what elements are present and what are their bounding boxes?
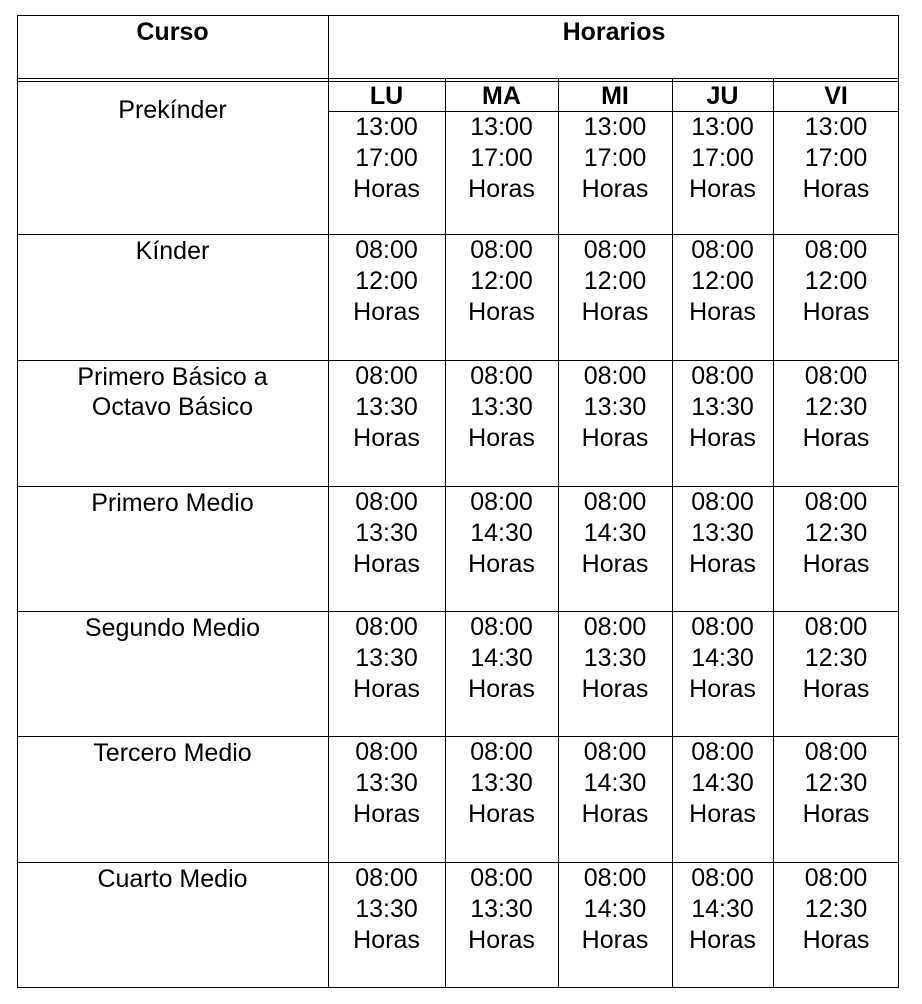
course-header: Curso — [136, 18, 209, 46]
time-value: 13:00 — [804, 113, 868, 141]
course-name-line: Cuarto Medio — [97, 865, 248, 893]
time-cell — [558, 235, 672, 328]
time-value: 13:30 — [355, 769, 418, 797]
time-value: 12:30 — [804, 644, 868, 672]
time-cell — [328, 112, 445, 205]
time-value: 08:00 — [691, 362, 754, 390]
time-cell — [672, 235, 773, 328]
time-value: 14:30 — [583, 895, 647, 923]
course-name-line: Primero Medio — [91, 489, 254, 517]
time-value: 13:30 — [470, 895, 533, 923]
time-value: 17:00 — [470, 144, 533, 172]
schedule-header: Horarios — [562, 18, 666, 46]
course-name-line: Tercero Medio — [93, 739, 252, 767]
time-value: Horas — [802, 298, 870, 326]
time-value: 08:00 — [691, 613, 754, 641]
time-value: 08:00 — [583, 236, 647, 264]
course-name — [17, 362, 328, 422]
time-cell — [445, 863, 558, 956]
time-value: 08:00 — [691, 488, 754, 516]
time-value: 17:00 — [691, 144, 754, 172]
time-value: 08:00 — [583, 864, 647, 892]
time-value: 13:00 — [583, 113, 647, 141]
time-value: 14:30 — [691, 895, 754, 923]
time-value: Horas — [689, 298, 756, 326]
header-divider — [17, 78, 899, 79]
time-value: 08:00 — [470, 738, 533, 766]
time-value: 08:00 — [355, 864, 418, 892]
time-value: 08:00 — [583, 488, 647, 516]
time-value: 08:00 — [804, 613, 868, 641]
time-value: Horas — [468, 675, 535, 703]
time-value: 14:30 — [470, 644, 533, 672]
time-value: Horas — [689, 800, 756, 828]
time-cell — [773, 112, 899, 205]
time-value: 13:30 — [355, 519, 418, 547]
time-value: 08:00 — [470, 488, 533, 516]
time-value: 12:00 — [470, 267, 533, 295]
time-value: 14:30 — [470, 519, 533, 547]
time-value: 13:00 — [691, 113, 754, 141]
time-value: 13:30 — [355, 393, 418, 421]
time-cell — [773, 487, 899, 580]
time-cell — [773, 612, 899, 705]
time-value: 08:00 — [804, 236, 868, 264]
time-value: 08:00 — [583, 362, 647, 390]
time-cell — [328, 487, 445, 580]
time-value: 13:30 — [691, 519, 754, 547]
time-cell — [672, 487, 773, 580]
time-value: Horas — [353, 675, 420, 703]
time-value: Horas — [468, 175, 535, 203]
course-name-line: Kínder — [135, 237, 210, 265]
course-name-line: Segundo Medio — [84, 614, 261, 642]
time-value: 08:00 — [691, 236, 754, 264]
time-value: 17:00 — [583, 144, 647, 172]
time-cell — [445, 487, 558, 580]
time-value: 08:00 — [355, 236, 418, 264]
time-value: Horas — [581, 550, 649, 578]
day-header-lu: LU — [369, 82, 404, 110]
time-value: 12:00 — [691, 267, 754, 295]
course-name — [17, 738, 328, 768]
time-value: Horas — [353, 926, 420, 954]
time-cell — [445, 235, 558, 328]
time-value: 13:30 — [470, 769, 533, 797]
time-cell — [445, 612, 558, 705]
day-header-ju: JU — [706, 82, 739, 110]
time-value: Horas — [802, 675, 870, 703]
time-cell — [445, 112, 558, 205]
time-value: 08:00 — [804, 488, 868, 516]
time-cell — [773, 863, 899, 956]
time-value: Horas — [468, 424, 535, 452]
time-cell — [558, 612, 672, 705]
time-value: 14:30 — [583, 769, 647, 797]
day-header-vi: VI — [824, 82, 848, 110]
time-value: 13:00 — [355, 113, 418, 141]
time-cell — [672, 361, 773, 454]
time-value: Horas — [468, 298, 535, 326]
time-value: 08:00 — [804, 362, 868, 390]
time-value: 08:00 — [583, 613, 647, 641]
time-value: 12:00 — [583, 267, 647, 295]
time-value: 12:00 — [355, 267, 418, 295]
schedule-table — [17, 15, 899, 988]
time-cell — [328, 737, 445, 830]
time-value: 12:30 — [804, 519, 868, 547]
time-value: Horas — [581, 800, 649, 828]
time-cell — [558, 361, 672, 454]
day-header-mi: MI — [601, 82, 629, 110]
time-value: 12:30 — [804, 769, 868, 797]
time-value: 08:00 — [470, 236, 533, 264]
time-value: 08:00 — [691, 738, 754, 766]
time-cell — [328, 235, 445, 328]
course-name — [17, 236, 328, 266]
time-value: Horas — [468, 926, 535, 954]
time-value: Horas — [802, 800, 870, 828]
time-cell — [773, 361, 899, 454]
time-cell — [672, 737, 773, 830]
time-value: 08:00 — [804, 864, 868, 892]
time-value: 13:30 — [583, 644, 647, 672]
time-cell — [558, 487, 672, 580]
time-cell — [558, 112, 672, 205]
course-name — [17, 613, 328, 643]
time-value: 08:00 — [804, 738, 868, 766]
time-value: Horas — [802, 550, 870, 578]
course-name — [17, 95, 328, 125]
time-value: 08:00 — [355, 362, 418, 390]
time-value: Horas — [581, 175, 649, 203]
time-value: 12:30 — [804, 393, 868, 421]
time-value: Horas — [581, 424, 649, 452]
time-cell — [672, 612, 773, 705]
course-name-line: Primero Básico a — [77, 363, 268, 391]
time-cell — [328, 612, 445, 705]
time-cell — [328, 361, 445, 454]
day-header-ma: MA — [482, 82, 521, 110]
time-value: Horas — [353, 550, 420, 578]
time-value: 12:30 — [804, 895, 868, 923]
time-value: Horas — [353, 175, 420, 203]
time-value: 13:00 — [470, 113, 533, 141]
time-value: Horas — [353, 424, 420, 452]
time-value: Horas — [468, 550, 535, 578]
time-value: 08:00 — [583, 738, 647, 766]
time-value: 17:00 — [355, 144, 418, 172]
time-value: 14:30 — [583, 519, 647, 547]
time-value: Horas — [689, 175, 756, 203]
time-value: Horas — [802, 175, 870, 203]
time-value: Horas — [353, 800, 420, 828]
time-value: Horas — [689, 926, 756, 954]
time-value: Horas — [581, 675, 649, 703]
time-cell — [672, 863, 773, 956]
time-cell — [558, 863, 672, 956]
time-value: 14:30 — [691, 644, 754, 672]
time-value: 08:00 — [470, 864, 533, 892]
time-value: Horas — [689, 424, 756, 452]
time-value: 13:30 — [583, 393, 647, 421]
time-cell — [672, 112, 773, 205]
time-value: Horas — [802, 424, 870, 452]
time-cell — [328, 863, 445, 956]
time-value: Horas — [468, 800, 535, 828]
time-value: Horas — [689, 550, 756, 578]
time-value: 17:00 — [804, 144, 868, 172]
time-value: Horas — [353, 298, 420, 326]
time-value: 14:30 — [691, 769, 754, 797]
time-value: Horas — [802, 926, 870, 954]
time-value: 12:00 — [804, 267, 868, 295]
time-cell — [773, 235, 899, 328]
time-cell — [445, 737, 558, 830]
time-value: 13:30 — [691, 393, 754, 421]
time-value: 08:00 — [355, 613, 418, 641]
time-value: 08:00 — [355, 738, 418, 766]
time-value: 08:00 — [470, 613, 533, 641]
course-name — [17, 864, 328, 894]
time-value: 13:30 — [355, 895, 418, 923]
time-value: Horas — [581, 926, 649, 954]
time-value: 08:00 — [691, 864, 754, 892]
time-value: Horas — [689, 675, 756, 703]
course-name-line: Octavo Básico — [91, 393, 254, 421]
time-value: 08:00 — [470, 362, 533, 390]
time-value: 08:00 — [355, 488, 418, 516]
time-cell — [558, 737, 672, 830]
time-value: Horas — [581, 298, 649, 326]
course-name-line: Prekínder — [118, 96, 227, 124]
course-name — [17, 488, 328, 518]
time-cell — [773, 737, 899, 830]
time-value: 13:30 — [355, 644, 418, 672]
time-cell — [445, 361, 558, 454]
time-value: 13:30 — [470, 393, 533, 421]
